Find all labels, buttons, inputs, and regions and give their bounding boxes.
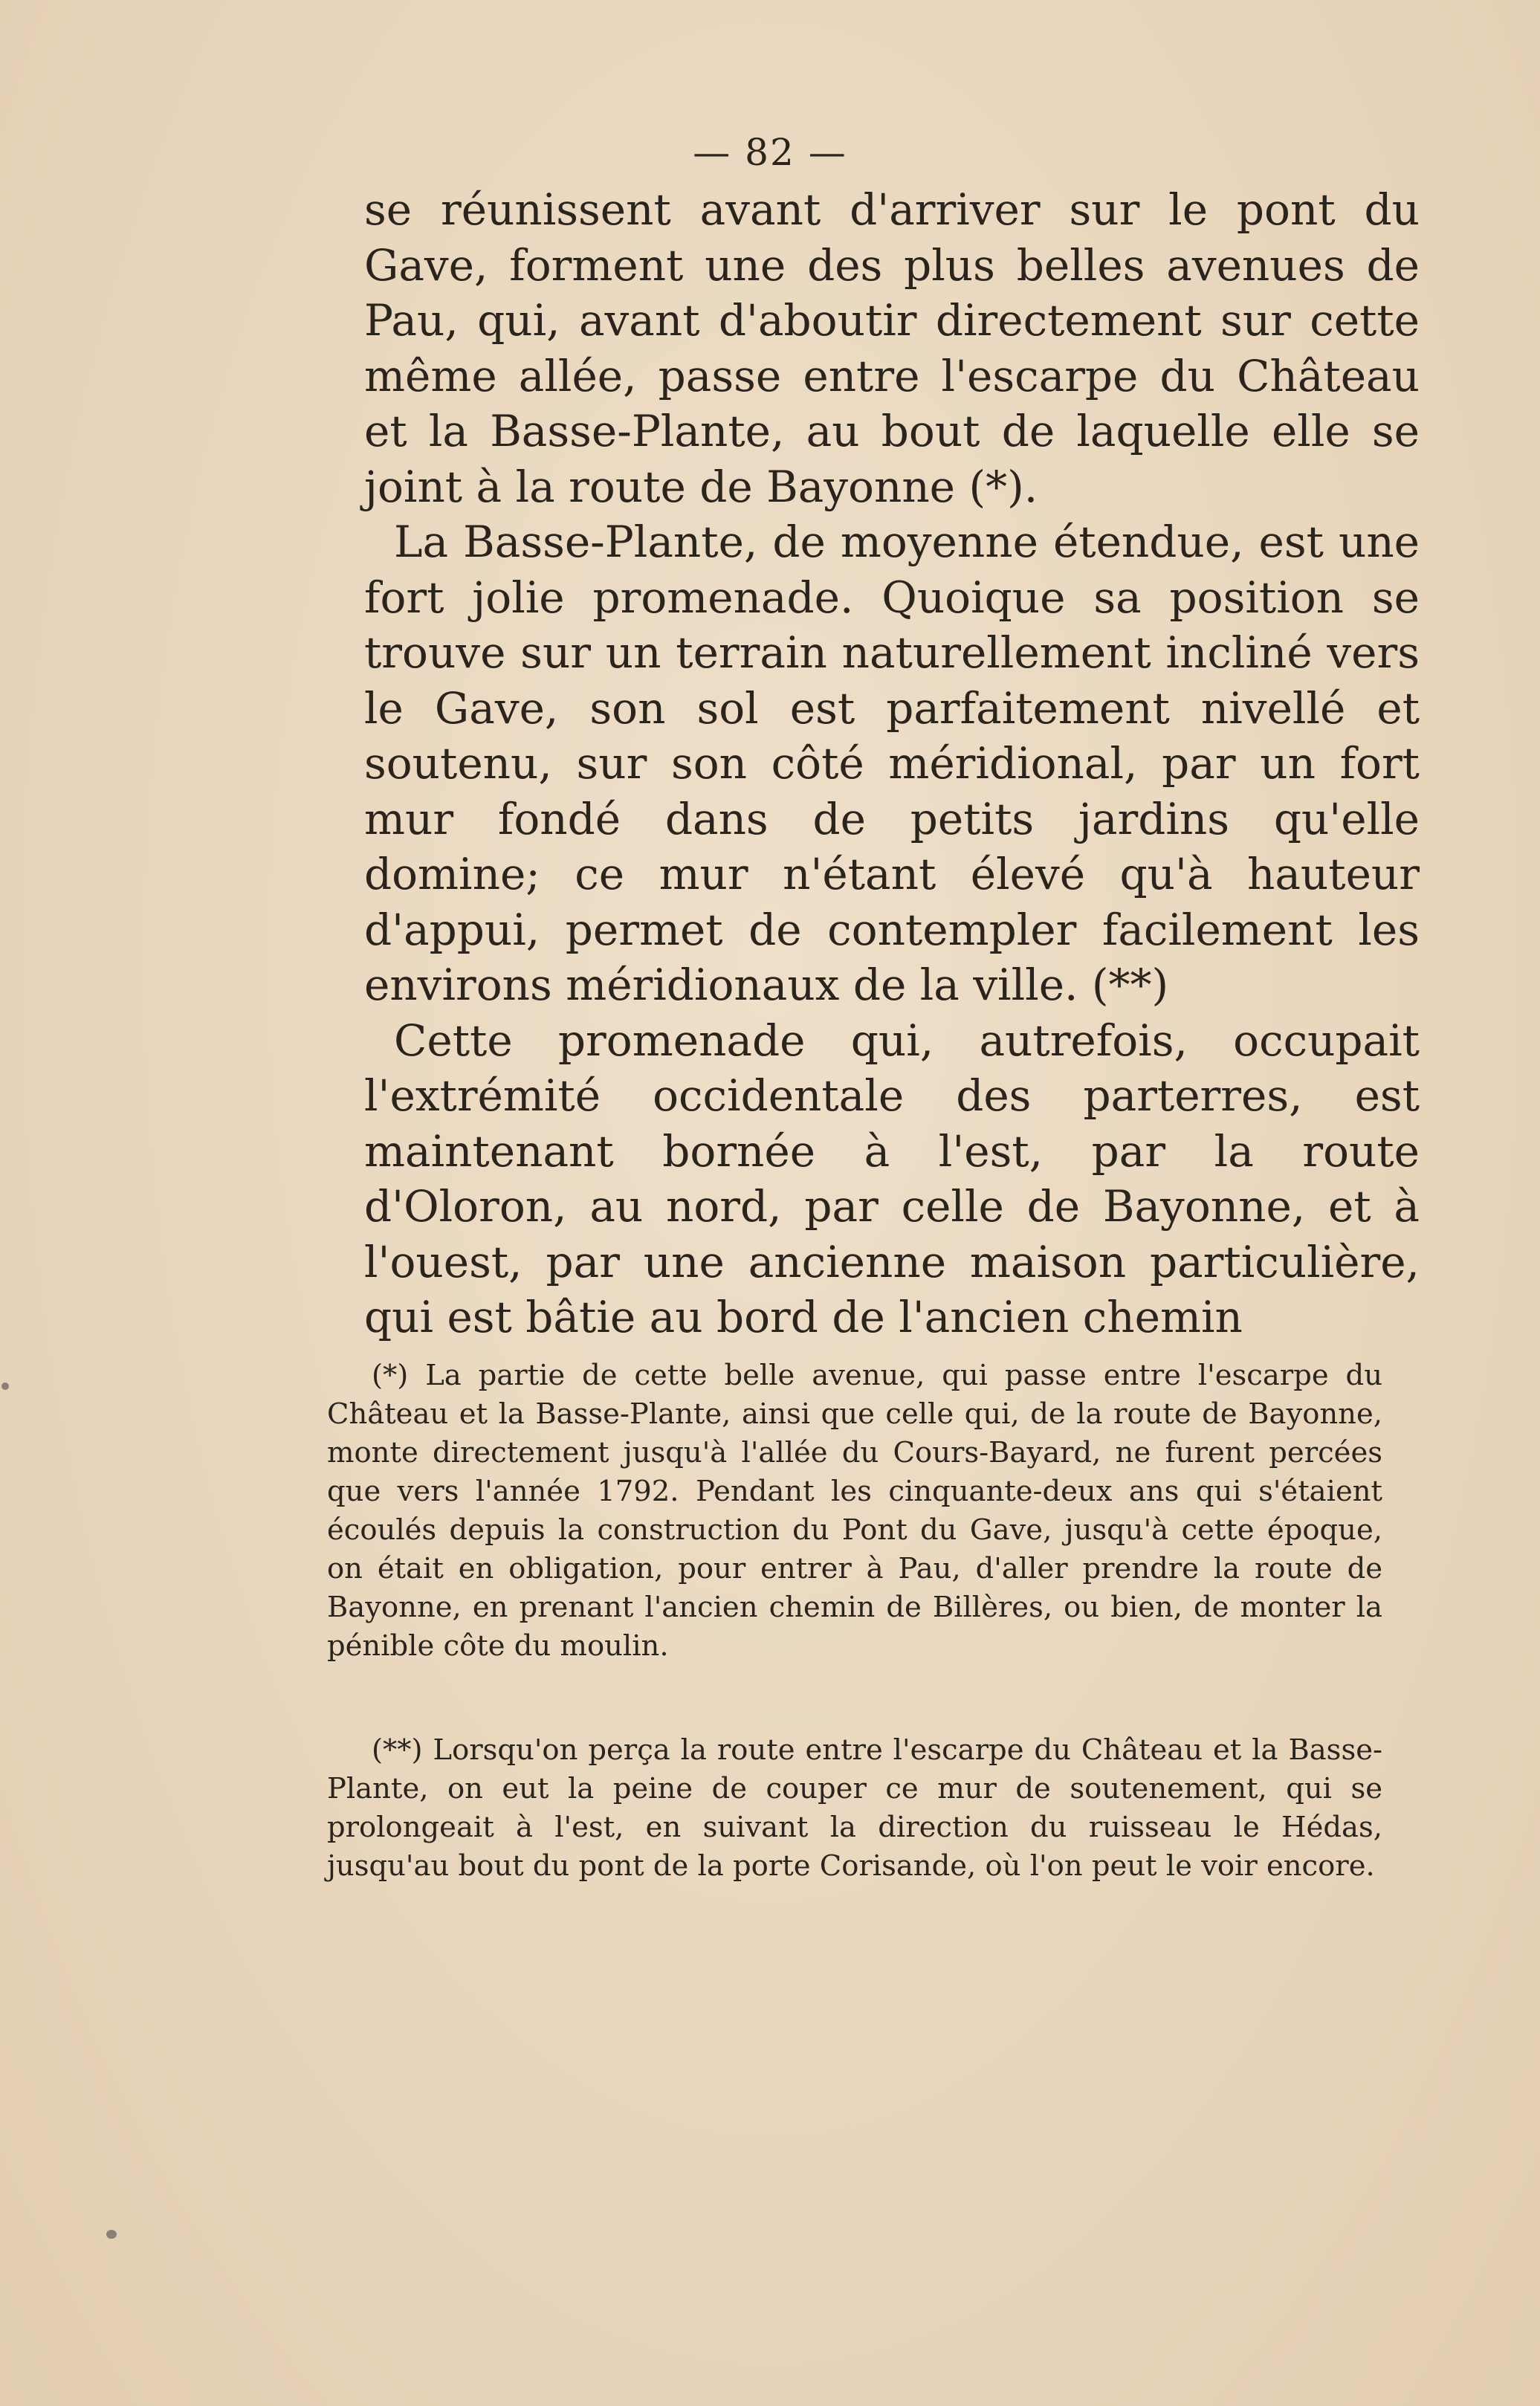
footnote-1: (*) La partie de cette belle avenue, qui passe entre l'escarpe du Château et la Basse-Plante, ainsi que celle qui, de la route de Bayonne, monte directement jusqu'à l'allée du Cours-Bayard, ne furent percées que vers l'année 1792. Pendant les cinquante-deux ans qui s'étaient écoulés depuis la construction du Pont du Gave, jusqu'à cette époque, on était en obligation, pour entrer à Pau, d'aller prendre la route de Bayonne, en prenant l'ancien chemin de Billères, ou bien, de monter la pénible côte du moulin. [327,1359,1382,1663]
main-text [364,182,1420,1345]
paragraph-2: La Basse-Plante, de moyenne étendue, est une fort jolie promenade. Quoique sa position se trouve sur un terrain naturellement incliné vers le Gave, son sol est parfaitement nivellé et soutenu, sur son côté méridional, par un fort mur fondé dans de petits jardins qu'elle domine; ce mur n'étant élevé qu'à hauteur d'appui, permet de contempler facilement les environs méridionaux de la ville. (**) [364,517,1420,1010]
footnotes [327,1356,1382,1886]
paragraph-3: Cette promenade qui, autrefois, occupait l'extrémité occidentale des parterres, est maintenant bornée à l'est, par la route d'Oloron, au nord, par celle de Bayonne, et à l'ouest, par une ancienne maison particulière, qui est bâtie au bord de l'ancien chemin [364,1015,1420,1342]
footnote-2: (**) Lorsqu'on perça la route entre l'escarpe du Château et la Basse-Plante, on eut la peine de couper ce mur de soutenement, qui se prolongeait à l'est, en suivant la direction du ruisseau le Hédas, jusqu'au bout du pont de la porte Corisande, où l'on peut le voir encore. [327,1733,1382,1883]
paper-speck [1,1383,9,1390]
page-number: — 82 — [693,131,847,174]
paper-speck [106,2230,117,2239]
paragraph-1: se réunissent avant d'arriver sur le pont du Gave, forment une des plus belles avenues de Pau, qui, avant d'aboutir directement sur cette même allée, passe entre l'escarpe du Château et la Basse-Plante, au bout de laquelle elle se joint à la route de Bayonne (*). [364,184,1420,512]
